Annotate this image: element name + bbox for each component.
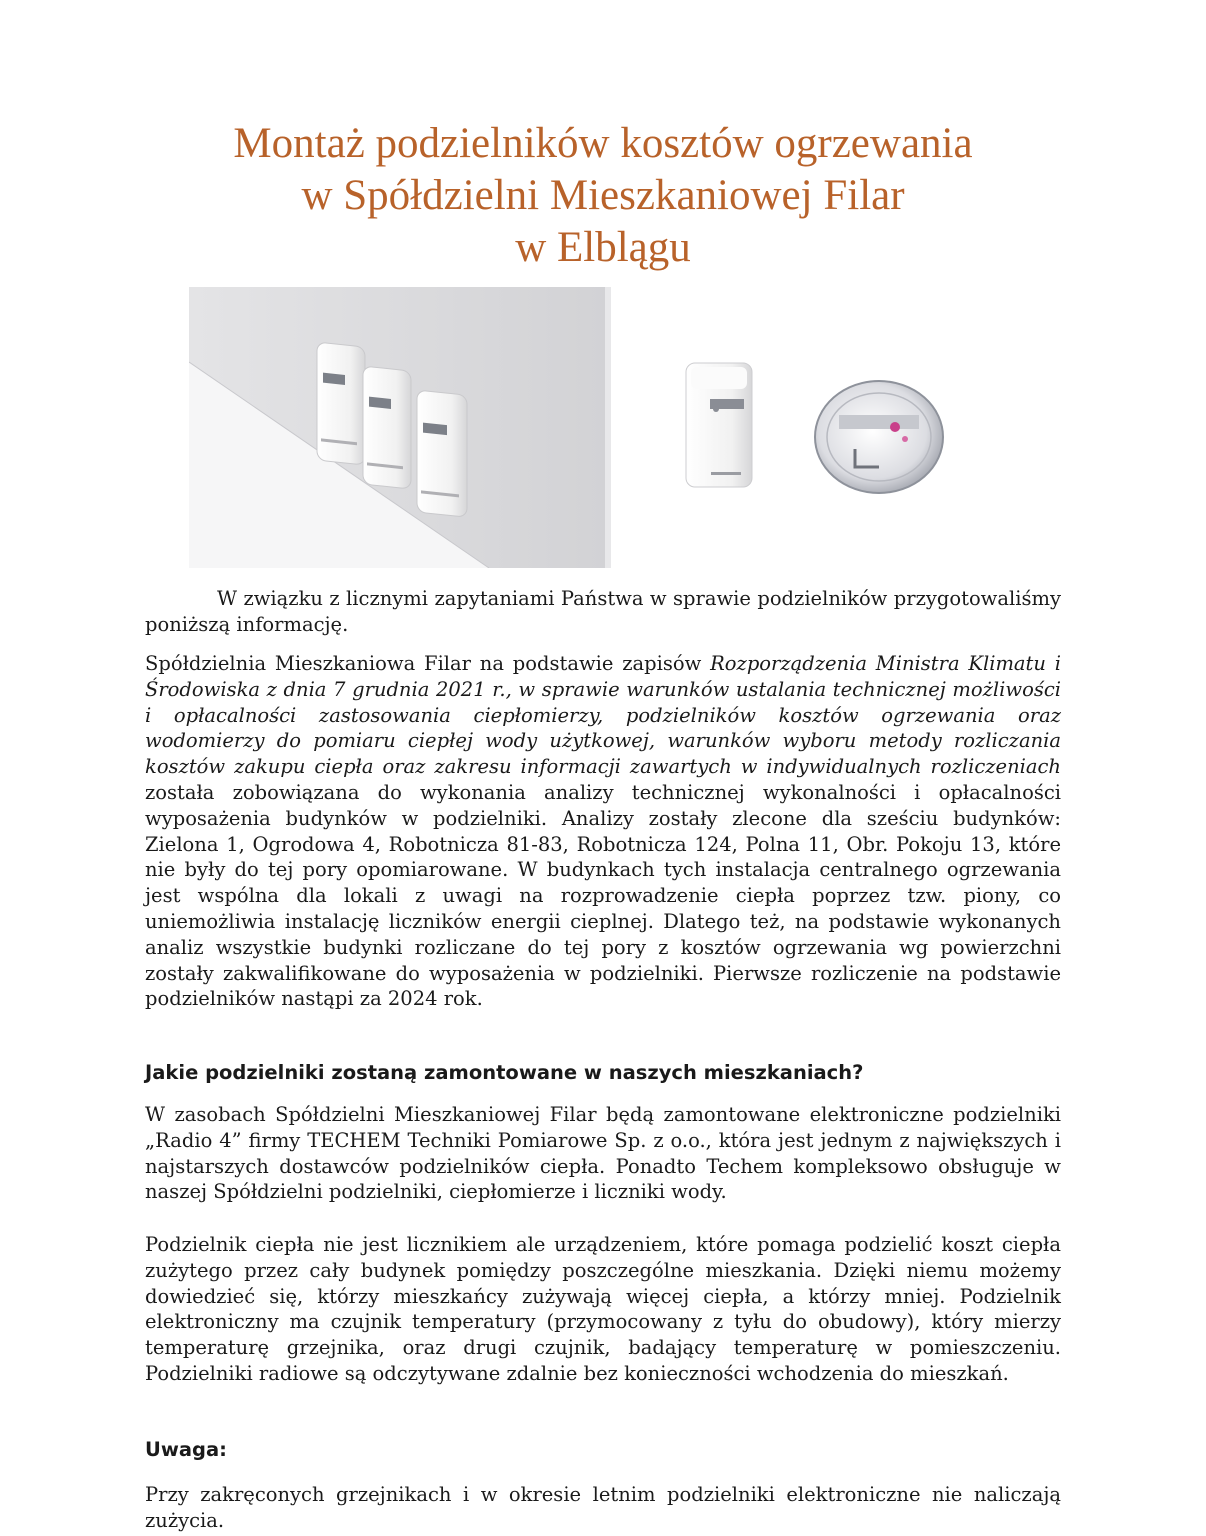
section-heading-note: Uwaga: bbox=[145, 1438, 227, 1461]
hero-image bbox=[189, 287, 1014, 568]
paragraph-regulation-rest: została zobowiązana do wykonania analizy technicznej wykonalności i opłacalności wyposażenia budynków w podzielniki. Analizy zostały zlecone dla sześciu budynków: Zielona 1, Ogrodowa 4, Robotnicza 81-83, Robotnicza 124, Polna 11, Obr. Pokoju 13, które nie były do tej pory opomiarowane. W budynkach tych instalacja centralnego ogrzewania jest wspólna dla lokali z uwagi na rozprowadzenie ciepła poprzez tzw. piony, co uniemożliwia instalację liczników energii cieplnej. Dlatego też, na podstawie wykonanych analiz wszystkie budynki rozliczane do tej pory z kosztów ogrzewania wg powierzchni zostały zakwalifikowane do wyposażenia w podzielniki. Pierwsze rozliczenie na podstawie podzielników nastąpi za 2024 rok. bbox=[145, 780, 1061, 1011]
regulation-title: Rozporządzenia Ministra Klimatu i Środowiska z dnia 7 grudnia 2021 r., w sprawie warunków ustalania technicznej możliwości i opłacalności zastosowania ciepłomierzy, podzielników kosztów ogrzewania oraz wodomierzy do pomiaru ciepłej wody użytkowej, warunków wyboru metody rozliczania kosztów zakupu ciepła oraz zakresu informacji zawartych w indywidualnych rozliczeniach bbox=[145, 652, 1061, 779]
paragraph-regulation bbox=[145, 651, 1061, 1012]
radio-module-icon bbox=[815, 381, 943, 493]
heat-cost-allocator-icon bbox=[686, 363, 752, 487]
title-line-2: w Spółdzielni Mieszkaniowej Filar bbox=[301, 172, 905, 219]
title-line-1: Montaż podzielników kosztów ogrzewania bbox=[233, 120, 973, 167]
section-heading-allocators: Jakie podzielniki zostaną zamontowane w naszych mieszkaniach? bbox=[145, 1061, 864, 1084]
paragraph-allocator-explained: Podzielnik ciepła nie jest licznikiem ale urządzeniem, które pomaga podzielić koszt ciepła zużytego przez cały budynek pomiędzy poszczególne mieszkania. Dzięki niemu możemy dowiedzieć się, którzy mieszkańcy zużywają więcej ciepła, a którzy mniej. Podzielnik elektroniczny ma czujnik temperatury (przymocowany z tyłu do obudowy), który mierzy temperaturę grzejnika, oraz drugi czujnik, badający temperaturę w pomieszczeniu. Podzielniki radiowe są odczytywane zdalnie bez konieczności wchodzenia do mieszkań. bbox=[145, 1233, 1061, 1385]
paragraph-regulation-intro: Spółdzielnia Mieszkaniowa Filar na podstawie zapisów bbox=[145, 652, 711, 675]
paragraph-note: Przy zakręconych grzejnikach i w okresie letnim podzielniki elektroniczne nie naliczają zużycia. bbox=[145, 1483, 1061, 1532]
paragraph-techem: W zasobach Spółdzielni Mieszkaniowej Filar będą zamontowane elektroniczne podzielniki „Radio 4” firmy TECHEM Techniki Pomiarowe Sp. z o.o., która jest jednym z największych i najstarszych dostawców podzielników ciepła. Ponadto Techem kompleksowo obsługuje w naszej Spółdzielni podzielniki, ciepłomierze i liczniki wody. bbox=[145, 1103, 1061, 1204]
paragraph-intro: W związku z licznymi zapytaniami Państwa w sprawie podzielników przygotowaliśmy poniższą informację. bbox=[145, 587, 1061, 636]
page-title bbox=[80, 118, 1126, 274]
title-line-3: w Elblągu bbox=[515, 224, 691, 271]
